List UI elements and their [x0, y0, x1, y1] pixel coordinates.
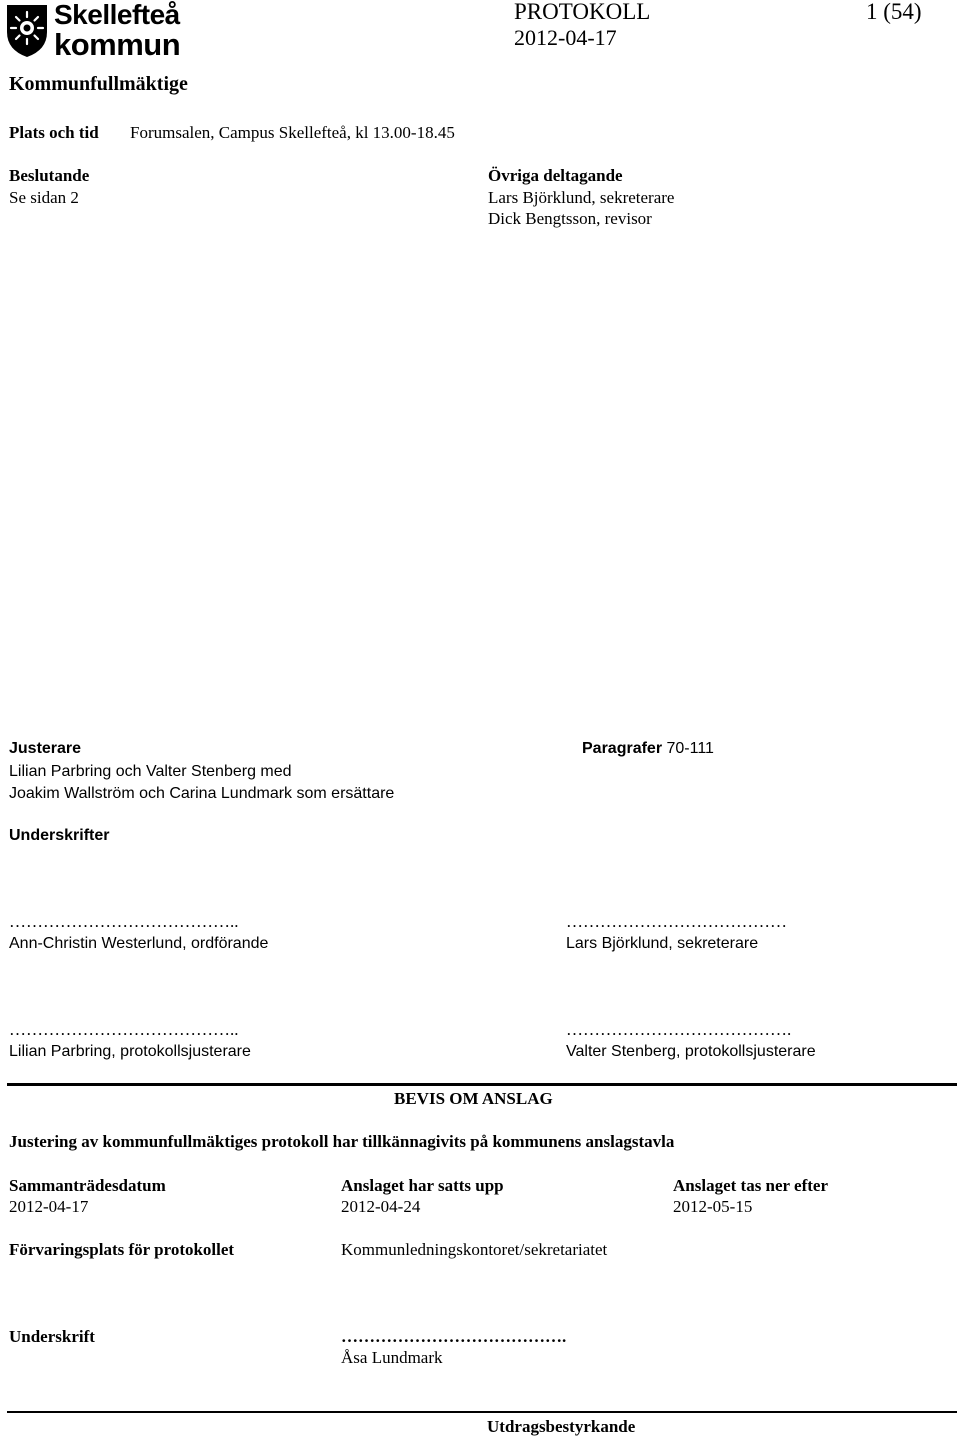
signature-line: ………………………………….: [341, 1327, 567, 1346]
footer-label: Utdragsbestyrkande: [487, 1417, 636, 1436]
paragraphs-label: Paragrafer: [582, 740, 663, 757]
posted-value: 2012-04-24: [341, 1197, 421, 1216]
deciding-value: Se sidan 2: [9, 188, 79, 207]
document-date: 2012-04-17: [514, 25, 617, 50]
municipal-emblem-icon: [4, 2, 50, 58]
adjusters-line-2: Joakim Wallström och Carina Lundmark som ersättare: [9, 785, 395, 802]
signature-line: …………………………………..: [9, 912, 239, 931]
document-type: PROTOKOLL: [514, 0, 651, 24]
signature-line: …………………………………: [566, 912, 787, 931]
storage-value: Kommunledningskontoret/sekretariatet: [341, 1240, 608, 1259]
section-divider: [7, 1083, 957, 1086]
logo-wordmark-bottom: kommun: [54, 27, 181, 62]
notice-statement: Justering av kommunfullmäktiges protokoll har tillkännagivits på kommunens anslagstavla: [9, 1132, 675, 1151]
storage-label: Förvaringsplats för protokollet: [9, 1240, 235, 1259]
other-participant: Dick Bengtsson, revisor: [488, 209, 652, 228]
adjusters-line-1: Lilian Parbring och Valter Stenberg med: [9, 763, 292, 780]
signature-label: Underskrift: [9, 1327, 95, 1346]
others-label: Övriga deltagande: [488, 166, 623, 185]
place-time-value: Forumsalen, Campus Skellefteå, kl 13.00-18.45: [130, 123, 455, 142]
signature-name-secretary: Lars Björklund, sekreterare: [566, 935, 759, 952]
signatures-label: Underskrifter: [9, 827, 110, 844]
paragraphs-value: 70-111: [666, 740, 714, 757]
signature-name-adjuster-1: Lilian Parbring, protokollsjusterare: [9, 1043, 251, 1060]
committee-name: Kommunfullmäktige: [9, 73, 188, 95]
signature-name-adjuster-2: Valter Stenberg, protokollsjusterare: [566, 1043, 816, 1060]
removed-label: Anslaget tas ner efter: [673, 1176, 829, 1195]
removed-value: 2012-05-15: [673, 1197, 753, 1216]
skelleftea-logo: [4, 0, 194, 62]
logo-wordmark-top: Skellefteå: [54, 0, 180, 30]
meeting-date-label: Sammanträdesdatum: [9, 1176, 166, 1195]
place-time-label: Plats och tid: [9, 123, 99, 142]
signature-name-registrar: Åsa Lundmark: [341, 1348, 443, 1367]
signature-name-chairman: Ann-Christin Westerlund, ordförande: [9, 935, 269, 952]
posted-label: Anslaget har satts upp: [341, 1176, 504, 1195]
deciding-label: Beslutande: [9, 166, 90, 185]
footer-divider: [7, 1411, 957, 1413]
meeting-date-value: 2012-04-17: [9, 1197, 89, 1216]
page-number: 1 (54): [866, 0, 922, 24]
signature-line: ………………………………….: [566, 1020, 792, 1039]
signature-line: …………………………………..: [9, 1020, 239, 1039]
paragraphs: [582, 739, 714, 758]
adjusters-label: Justerare: [9, 740, 82, 757]
other-participant: Lars Björklund, sekreterare: [488, 188, 675, 207]
notice-title: BEVIS OM ANSLAG: [394, 1089, 553, 1108]
